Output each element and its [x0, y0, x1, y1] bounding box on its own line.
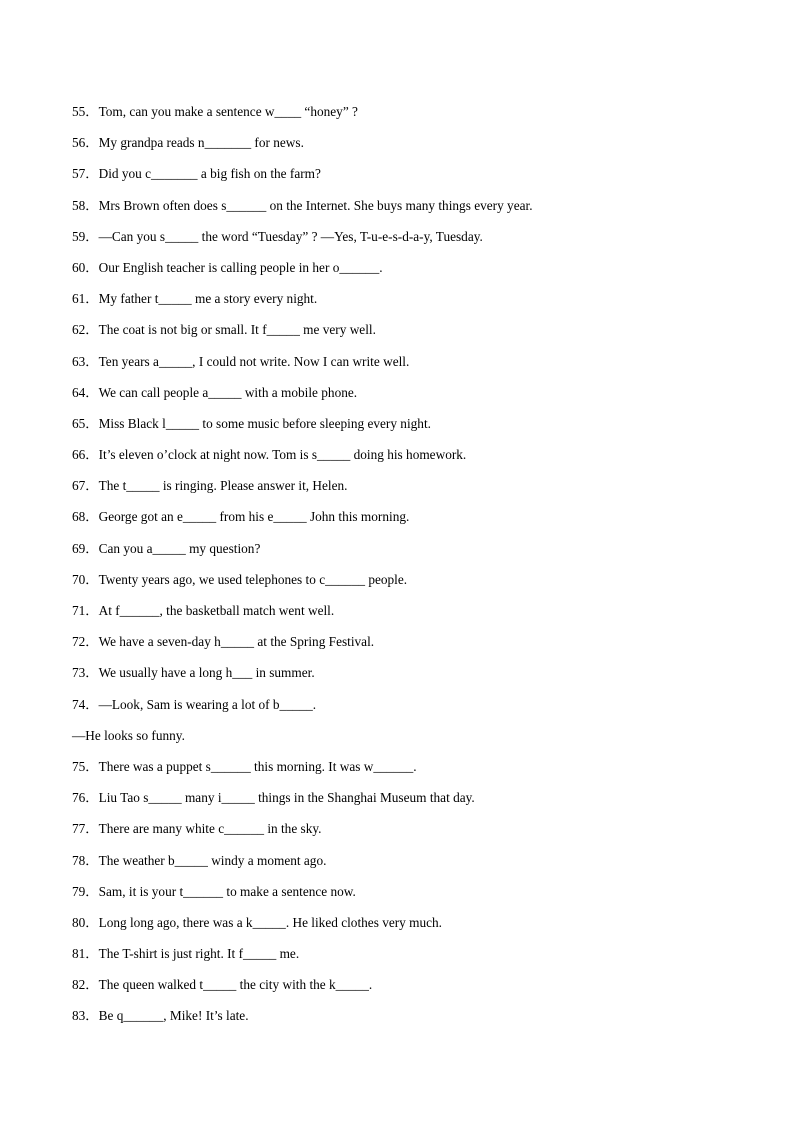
item-text: Did you c_______ a big fish on the farm? — [98, 166, 321, 182]
exercise-item — [72, 819, 752, 850]
exercise-item — [72, 757, 752, 788]
item-number: 58． — [72, 197, 99, 213]
exercise-item — [72, 507, 752, 538]
item-number: 77． — [72, 821, 99, 837]
item-text: The T-shirt is just right. It f_____ me. — [98, 946, 300, 962]
item-number: 70． — [72, 571, 99, 587]
item-number: 61． — [72, 291, 99, 307]
item-number: 67． — [72, 478, 99, 494]
exercise-item — [72, 352, 752, 383]
item-text: Be q______, Mike! It’s late. — [98, 1008, 249, 1024]
item-number: 65． — [72, 415, 99, 431]
exercise-item — [72, 414, 752, 445]
item-number: 57． — [72, 166, 99, 182]
item-text: At f______, the basketball match went well. — [98, 603, 335, 618]
item-text: The t_____ is ringing. Please answer it, Helen. — [98, 478, 348, 494]
exercise-item — [72, 632, 752, 663]
item-number: 74． — [72, 696, 99, 712]
exercise-item — [72, 196, 752, 227]
exercise-item — [72, 695, 752, 726]
exercise-item — [72, 882, 752, 913]
exercise-item — [72, 133, 752, 164]
exercise-item — [72, 601, 752, 632]
item-number: 55． — [72, 104, 99, 119]
exercise-item — [72, 102, 752, 133]
item-text: Liu Tao s_____ many i_____ things in the Shanghai Museum that day. — [98, 790, 475, 806]
item-text: There was a puppet s______ this morning. It was w______. — [98, 758, 417, 774]
item-text: Our English teacher is calling people in her o______. — [98, 259, 383, 275]
exercise-item — [72, 164, 752, 195]
item-number: 76． — [72, 790, 99, 806]
item-number: 59． — [72, 228, 99, 244]
exercise-continuation — [72, 726, 752, 757]
item-text: The coat is not big or small. It f_____ me very well. — [98, 322, 376, 338]
item-text: —He looks so funny. — [72, 727, 185, 743]
item-number: 69． — [72, 540, 99, 556]
exercise-list — [72, 102, 752, 1038]
exercise-item — [72, 944, 752, 975]
item-text: We can call people a_____ with a mobile phone. — [98, 384, 358, 400]
exercise-item — [72, 851, 752, 882]
exercise-item — [72, 227, 752, 258]
item-number: 66． — [72, 447, 99, 463]
item-number: 78． — [72, 852, 99, 868]
exercise-item — [72, 383, 752, 414]
item-text: Tom, can you make a sentence w____ “honey” ? — [98, 104, 358, 119]
item-text: Twenty years ago, we used telephones to c______ people. — [98, 571, 408, 587]
item-text: The weather b_____ windy a moment ago. — [98, 852, 327, 868]
item-text: My grandpa reads n_______ for news. — [98, 135, 304, 151]
item-text: George got an e_____ from his e_____ John this morning. — [98, 509, 410, 525]
item-text: Long long ago, there was a k_____. He liked clothes very much. — [98, 914, 443, 930]
exercise-item — [72, 539, 752, 570]
item-number: 83． — [72, 1008, 99, 1024]
item-text: The queen walked t_____ the city with the k_____. — [98, 977, 373, 993]
exercise-item — [72, 570, 752, 601]
item-text: It’s eleven o’clock at night now. Tom is s_____ doing his homework. — [98, 447, 467, 463]
item-text: We usually have a long h___ in summer. — [98, 665, 315, 681]
exercise-item — [72, 663, 752, 694]
item-number: 64． — [72, 384, 99, 400]
exercise-item — [72, 289, 752, 320]
exercise-item — [72, 445, 752, 476]
exercise-item — [72, 476, 752, 507]
exercise-item — [72, 913, 752, 944]
item-text: Sam, it is your t______ to make a sentence now. — [98, 883, 356, 899]
exercise-item — [72, 1006, 752, 1037]
item-text: Ten years a_____, I could not write. Now I can write well. — [98, 353, 410, 369]
item-number: 80． — [72, 914, 99, 930]
item-number: 82． — [72, 977, 99, 993]
item-number: 79． — [72, 883, 99, 899]
item-number: 81． — [72, 946, 99, 962]
item-text: We have a seven-day h_____ at the Spring Festival. — [98, 634, 375, 650]
item-number: 68． — [72, 509, 99, 525]
item-text: Can you a_____ my question? — [98, 540, 261, 556]
exercise-item — [72, 320, 752, 351]
item-text: —Can you s_____ the word “Tuesday” ? —Yes, T-u-e-s-d-a-y, Tuesday. — [98, 228, 483, 244]
item-number: 63． — [72, 353, 99, 369]
exercise-item — [72, 258, 752, 289]
item-text: My father t_____ me a story every night. — [98, 291, 318, 307]
item-text: Miss Black l_____ to some music before sleeping every night. — [98, 415, 431, 431]
item-number: 56． — [72, 135, 99, 151]
item-number: 75． — [72, 758, 99, 774]
item-text: —Look, Sam is wearing a lot of b_____. — [98, 696, 317, 712]
item-number: 73． — [72, 665, 99, 681]
exercise-item — [72, 975, 752, 1006]
item-text: Mrs Brown often does s______ on the Internet. She buys many things every year. — [98, 197, 533, 213]
item-number: 60． — [72, 259, 99, 275]
exercise-item — [72, 788, 752, 819]
item-text: There are many white c______ in the sky. — [98, 821, 322, 837]
item-number: 62． — [72, 322, 99, 338]
item-number: 71． — [72, 603, 99, 618]
item-number: 72． — [72, 634, 99, 650]
